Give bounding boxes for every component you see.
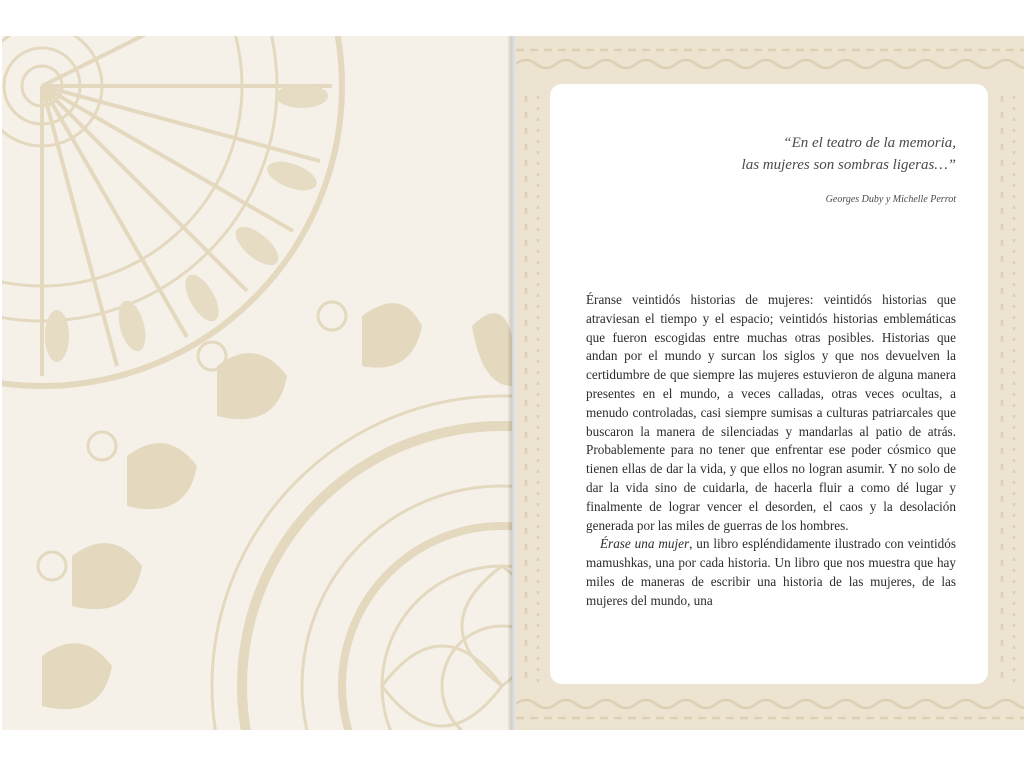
paragraph-2 — [586, 535, 956, 610]
epigraph-line-1: “En el teatro de la memoria, — [783, 135, 956, 151]
epigraph-attribution: Georges Duby y Michelle Perrot — [825, 194, 956, 205]
body-text — [586, 291, 956, 611]
mandala-ornament — [2, 36, 512, 730]
book-title-italic: Érase una mujer — [600, 536, 690, 552]
paragraph-1: Éranse veintidós historias de mujeres: veintidós historias que atraviesan el tiempo y el espacio; veintidós historias emblemáticas que fueron escogidas entre muchas otras posibles. Historias que andan por el mundo y surcan los siglos y que nos devuelven la certidumbre de que siempre las mujeres estuvieron de alguna manera presentes en el mundo, a veces calladas, otras veces ocultas, a menudo controladas, casi siempre sumisas a culturas patriarcales que buscaron la manera de silenciadas y mandarlas al patio de atrás. Probablemente para no tener que enfrentar ese poder cósmico que tienen ellas de dar la vida, y que ellos no logran asumir. Y no solo de dar la vida sino de cuidarla, de hacerla fluir a como dé lugar y finalmente de lograr vencer el desorden, el caos y la desolación generada por las miles de guerras de los hombres. — [586, 292, 956, 533]
right-page — [516, 36, 1024, 730]
epigraph-line-2: las mujeres son sombras ligeras…” — [741, 157, 956, 173]
epigraph — [596, 132, 956, 176]
paragraph-2-text: , un libro espléndidamente ilustrado con veintidós mamushkas, una por cada historia. Un libro que nos muestra que hay miles de maneras de escribir una historia de las mujeres, de las mujeres del mundo, una — [586, 536, 956, 608]
left-page — [2, 36, 512, 730]
text-panel — [550, 84, 988, 684]
book-spread — [0, 36, 1024, 730]
